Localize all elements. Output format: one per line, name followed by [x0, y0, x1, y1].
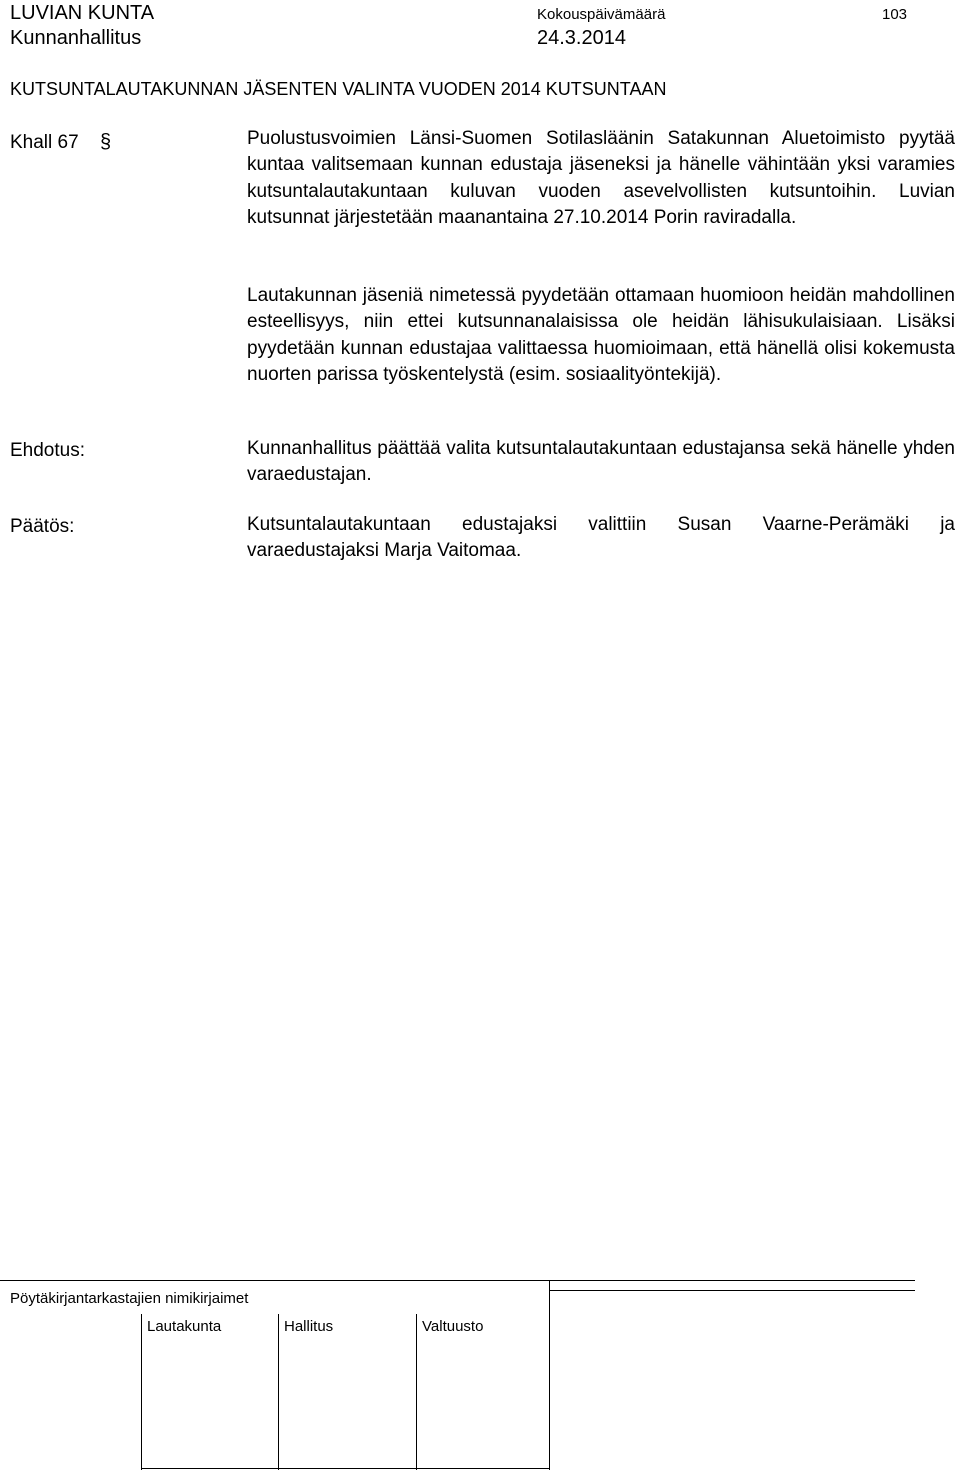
footer-label: Pöytäkirjantarkastajien nimikirjaimet — [10, 1290, 249, 1307]
footer-grid-line — [278, 1314, 279, 1470]
meeting-date: 24.3.2014 — [537, 27, 626, 49]
footer-grid-line — [416, 1314, 417, 1470]
footer-grid-line — [141, 1314, 142, 1470]
page-number: 103 — [882, 6, 908, 23]
paragraph-2: Lautakunnan jäseniä nimetessä pyydetään ottamaan huomioon heidän mahdollinen esteellisyys, niin ettei kutsunnanalaisissa ole heidän lähisukulaisiaan. Lisäksi pyydetään kunnan edustajaa valittaessa huomioimaan, että hänellä olisi kokemusta nuorten parissa työskentelystä (esim. sosiaalityöntekijä). — [247, 285, 955, 385]
organization-name: LUVIAN KUNTA — [10, 2, 155, 24]
footer-inner-rule — [549, 1290, 915, 1291]
footer-column-lautakunta: Lautakunta — [147, 1318, 222, 1335]
document-title: KUTSUNTALAUTAKUNNAN JÄSENTEN VALINTA VUODEN 2014 KUTSUNTAAN — [10, 79, 667, 99]
section-id: Khall 67 — [10, 132, 79, 153]
footer-column-valtuusto: Valtuusto — [422, 1318, 484, 1335]
proposal-text: Kunnanhallitus päättää valita kutsuntalautakuntaan edustajansa sekä hänelle yhden varaedustajan. — [247, 438, 955, 486]
meeting-date-label: Kokouspäivämäärä — [537, 6, 666, 23]
decision-text: Kutsuntalautakuntaan edustajaksi valittiin Susan Vaarne-Perämäki ja varaedustajaksi Marja Vaitomaa. — [247, 514, 955, 562]
proposal-label: Ehdotus: — [10, 440, 85, 461]
section-mark-icon: § — [100, 131, 112, 153]
footer-label-divider — [549, 1280, 550, 1314]
footer-column-hallitus: Hallitus — [284, 1318, 334, 1335]
footer-grid-line — [549, 1314, 550, 1470]
footer-top-rule — [0, 1280, 915, 1281]
paragraph-1: Puolustusvoimien Länsi-Suomen Sotilasläänin Satakunnan Aluetoimisto pyytää kuntaa valitsemaan kunnan edustaja jäseneksi ja hänelle vähintään yksi varamies kutsuntalautakuntaan kuluvan vuoden asevelvollisten kutsuntoihin. Luvian kutsunnat järjestetään maanantaina 27.10.2014 Porin raviradalla. — [247, 128, 955, 228]
governing-body: Kunnanhallitus — [10, 27, 142, 49]
footer-bottom-rule — [141, 1468, 550, 1469]
decision-label: Päätös: — [10, 516, 75, 537]
